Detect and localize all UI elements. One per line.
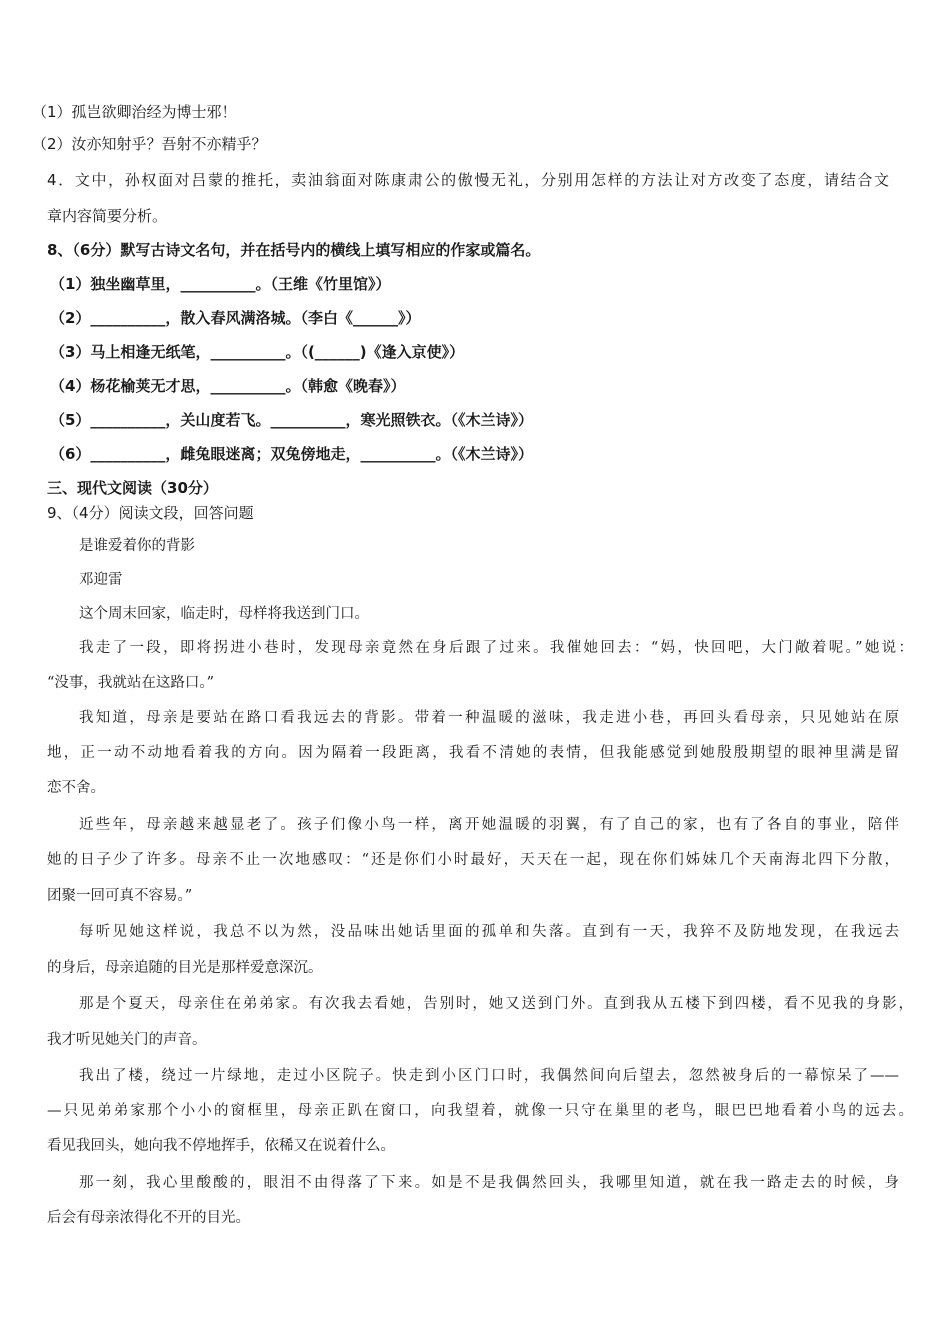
passage-line: 这个周末回家，临走时，母样将我送到门口。 xyxy=(79,606,369,622)
passage-line: 她的日子少了许多。母亲不止一次地感叹：“还是你们小时最好，天天在一起，现在你们姊妹几个天南海北四下分散， xyxy=(47,852,899,868)
passage-line: 我才听见她关门的声音。 xyxy=(47,1032,207,1048)
passage-line: 每听见她这样说，我总不以为然，没品味出她话里面的孤单和失落。直到有一天，我猝不及防地发现，在我远去 xyxy=(79,924,899,940)
translation-item-2: （2）汝亦知射乎？吾射不亦精乎？ xyxy=(32,135,267,153)
question-8-item-2: （2）__________，散入春风满洛城。（李白《______》） xyxy=(50,309,421,327)
question-8-item-3: （3）马上相逢无纸笔，__________。（(______)《逢入京使》） xyxy=(50,343,465,361)
passage-line: “没事，我就站在这路口。” xyxy=(47,675,215,691)
question-4-line-2: 章内容简要分析。 xyxy=(47,207,168,225)
question-9-header: 9、（4分）阅读文段，回答问题 xyxy=(47,504,254,522)
passage-line: 那是个夏天，母亲住在弟弟家。有次我去看她，告别时，她又送到门外。直到我从五楼下到四楼，看不见我的身影， xyxy=(79,996,913,1012)
passage-line: —只见弟弟家那个小小的窗框里，母亲正趴在窗口，向我望着，就像一只守在巢里的老鸟，眼巴巴地看着小鸟的远去。 xyxy=(47,1103,913,1119)
question-8-item-5: （5）__________，关山度若飞。__________，寒光照铁衣。（《木兰诗》） xyxy=(50,411,533,429)
passage-line: 团聚一回可真不容易。” xyxy=(47,888,193,904)
passage-line: 我知道，母亲是要站在路口看我远去的背影。带着一种温暖的滋味，我走进小巷，再回头看母亲，只见她站在原 xyxy=(79,710,899,726)
passage-line: 那一刻，我心里酸酸的，眼泪不由得落了下来。如是不是我偶然回头，我哪里知道，就在我一路走去的时候，身 xyxy=(79,1175,899,1191)
passage-line: 后会有母亲浓得化不开的目光。 xyxy=(47,1210,250,1226)
question-8-item-4: （4）杨花榆荚无才思，__________。（韩愈《晚春》） xyxy=(50,377,406,395)
question-8-item-1: （1）独坐幽草里，__________。（王维《竹里馆》） xyxy=(50,275,391,293)
passage-line: 地，正一动不动地看着我的方向。因为隔着一段距离，我看不清她的表情，但我能感觉到她殷殷期望的眼神里满是留 xyxy=(47,745,899,761)
passage-title: 是谁爱着你的背影 xyxy=(79,538,195,554)
section-3-heading: 三、现代文阅读（30分） xyxy=(47,479,218,497)
passage-line: 看见我回头，她向我不停地挥手，依稀又在说着什么。 xyxy=(47,1138,395,1154)
passage-line: 近些年，母亲越来越显老了。孩子们像小鸟一样，离开她温暖的羽翼，有了自己的家，也有了各自的事业，陪伴 xyxy=(79,817,899,833)
passage-line: 的身后，母亲追随的目光是那样爱意深沉。 xyxy=(47,960,323,976)
translation-item-1: （1）孤岂欲卿治经为博士邪！ xyxy=(32,103,237,121)
passage-line: 我出了楼，绕过一片绿地，走过小区院子。快走到小区门口时，我偶然间向后望去，忽然被身后的一幕惊呆了—— xyxy=(79,1068,899,1084)
passage-author: 邓迎雷 xyxy=(79,572,123,588)
passage-line: 我走了一段，即将拐进小巷时，发现母亲竟然在身后跟了过来。我催她回去：“妈，快回吧，大门敞着呢。”她说： xyxy=(79,640,913,656)
question-8-item-6: （6）__________，雌兔眼迷离；双兔傍地走，__________。（《木兰诗》） xyxy=(50,445,533,463)
question-4-line-1: 4．文中，孙权面对吕蒙的推托，卖油翁面对陈康肃公的傲慢无礼，分别用怎样的方法让对方改变了态度，请结合文 xyxy=(47,171,889,189)
question-8-header: 8、（6分）默写古诗文名句，并在括号内的横线上填写相应的作家或篇名。 xyxy=(47,241,541,259)
passage-line: 恋不舍。 xyxy=(47,780,105,796)
